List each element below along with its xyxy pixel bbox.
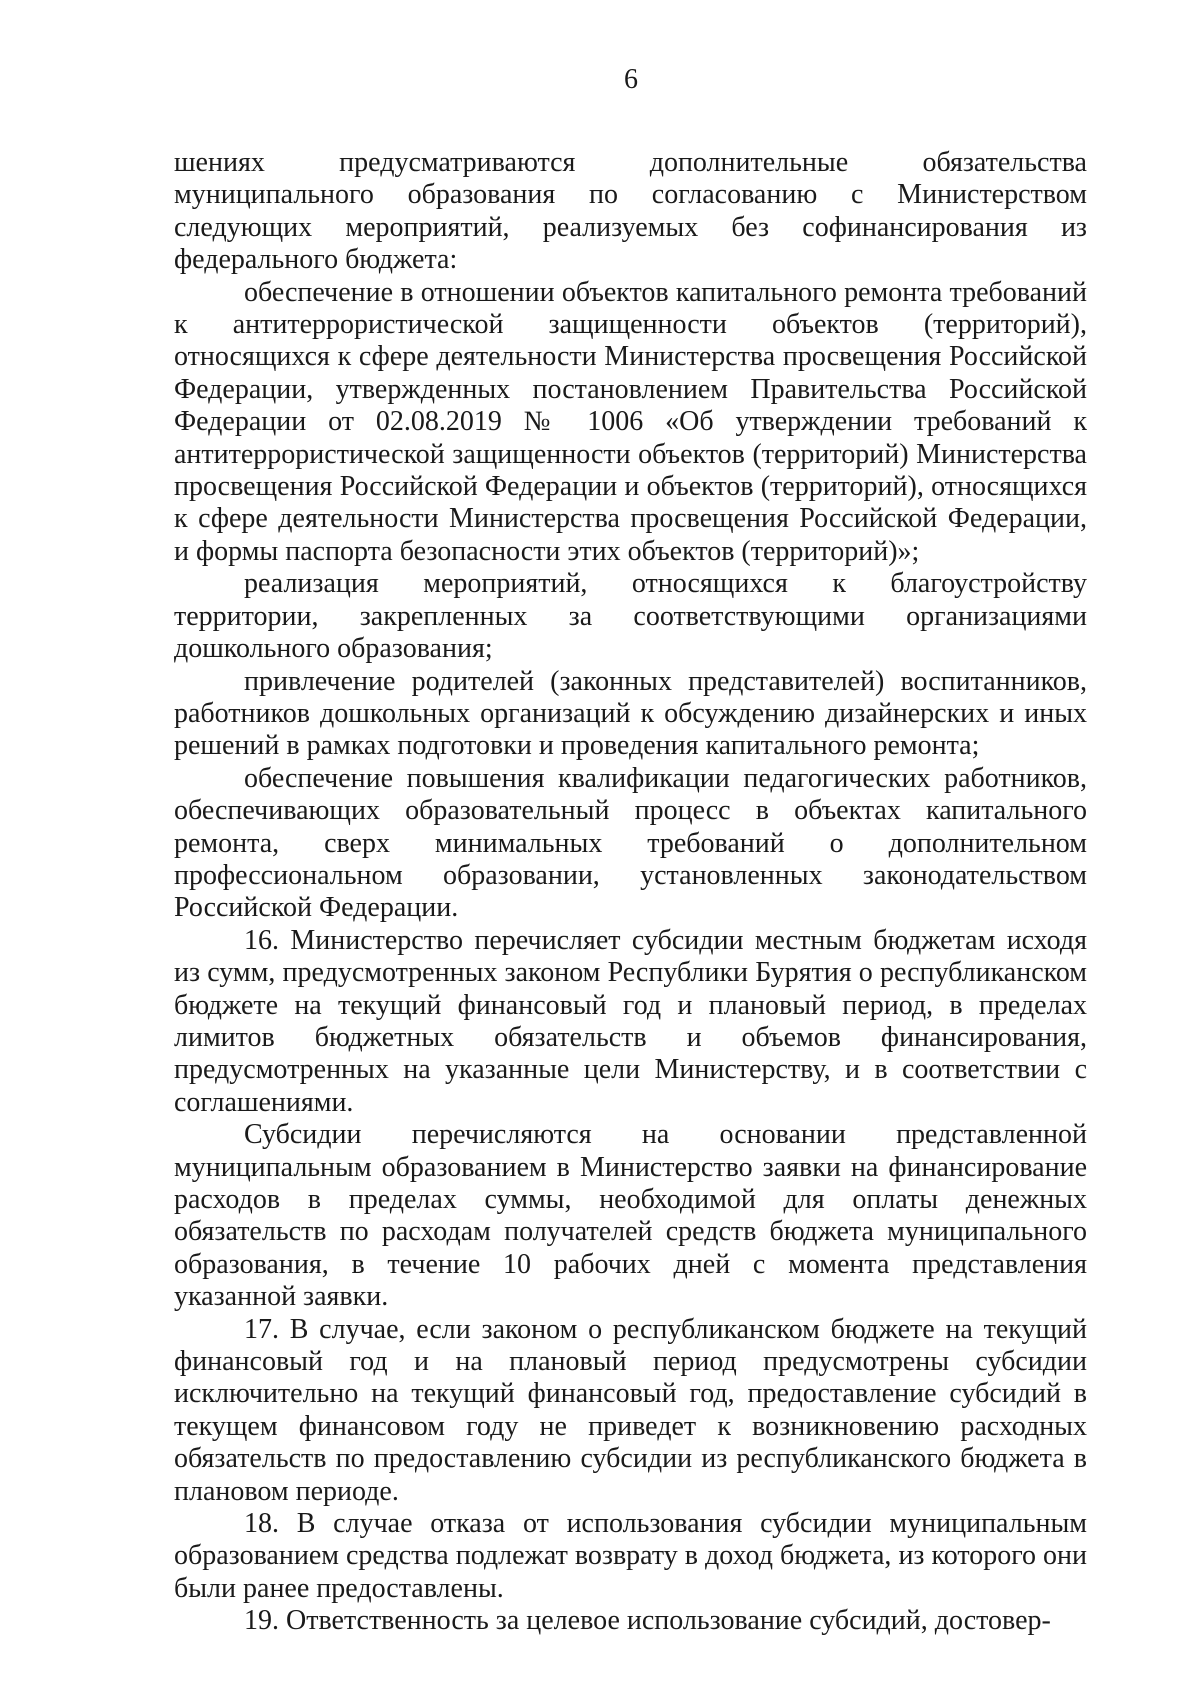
paragraph-continuation: шениях предусматриваются дополнительные обязательства муниципального образования по согласованию с Министерством следующих мероприятий, реализуемых без софинансирования из федерального бюджета:	[174, 147, 1087, 276]
document-body	[174, 147, 1087, 1638]
paragraph-parent-involvement: привлечение родителей (законных представителей) воспитанников, работников дошкольных организаций к обсуждению дизайнерских и иных решений в рамках подготовки и проведения капитального ремонта;	[174, 665, 1087, 762]
paragraph-item-16: 16. Министерство перечисляет субсидии местным бюджетам исходя из сумм, предусмотренных законом Республики Бурятия о республиканском бюджете на текущий финансовый год и плановый период, в пределах лимитов бюджетных обязательств и объемов финансирования, предусмотренных на указанные цели Министерству, и в соответствии с соглашениями.	[174, 924, 1087, 1118]
paragraph-teacher-qualification: обеспечение повышения квалификации педагогических работников, обеспечивающих образовательный процесс в объектах капитального ремонта, сверх минимальных требований о дополнительном профессиональном образовании, установленных законодательством Российской Федерации.	[174, 762, 1087, 924]
paragraph-subsidy-transfer: Субсидии перечисляются на основании представленной муниципальным образованием в Министерство заявки на финансирование расходов в пределах суммы, необходимой для оплаты денежных обязательств по расходам получателей средств бюджета муниципального образования, в течение 10 рабочих дней с момента представления указанной заявки.	[174, 1119, 1087, 1313]
paragraph-item-18: 18. В случае отказа от использования субсидии муниципальным образованием средства подлежат возврату в доход бюджета, из которого они были ранее предоставлены.	[174, 1508, 1087, 1604]
paragraph-item-17: 17. В случае, если законом о республиканском бюджете на текущий финансовый год и на плановый период предусмотрены субсидии исключительно на текущий финансовый год, предоставление субсидий в текущем финансовом году не приведет к возникновению расходных обязательств по предоставлению субсидии из республиканского бюджета в плановом периоде.	[174, 1313, 1087, 1507]
paragraph-territory-improvement: реализация мероприятий, относящихся к благоустройству территории, закрепленных за соответствующими организациями дошкольного образования;	[174, 568, 1087, 665]
page-number: 6	[624, 64, 638, 95]
paragraph-item-19: 19. Ответственность за целевое использование субсидий, достовер-	[244, 1605, 1051, 1637]
paragraph-antiterror-requirements: обеспечение в отношении объектов капитального ремонта требований к антитеррористической защищенности объектов (территорий), относящихся к сфере деятельности Министерства просвещения Российской Федерации, утвержденных постановлением Правительства Российской Федерации от 02.08.2019 № 1006 «Об утверждении требований к антитеррористической защищенности объектов (территорий) Министерства просвещения Российской Федерации и объектов (территорий), относящихся к сфере деятельности Министерства просвещения Российской Федерации, и формы паспорта безопасности этих объектов (территорий)»;	[174, 276, 1087, 567]
